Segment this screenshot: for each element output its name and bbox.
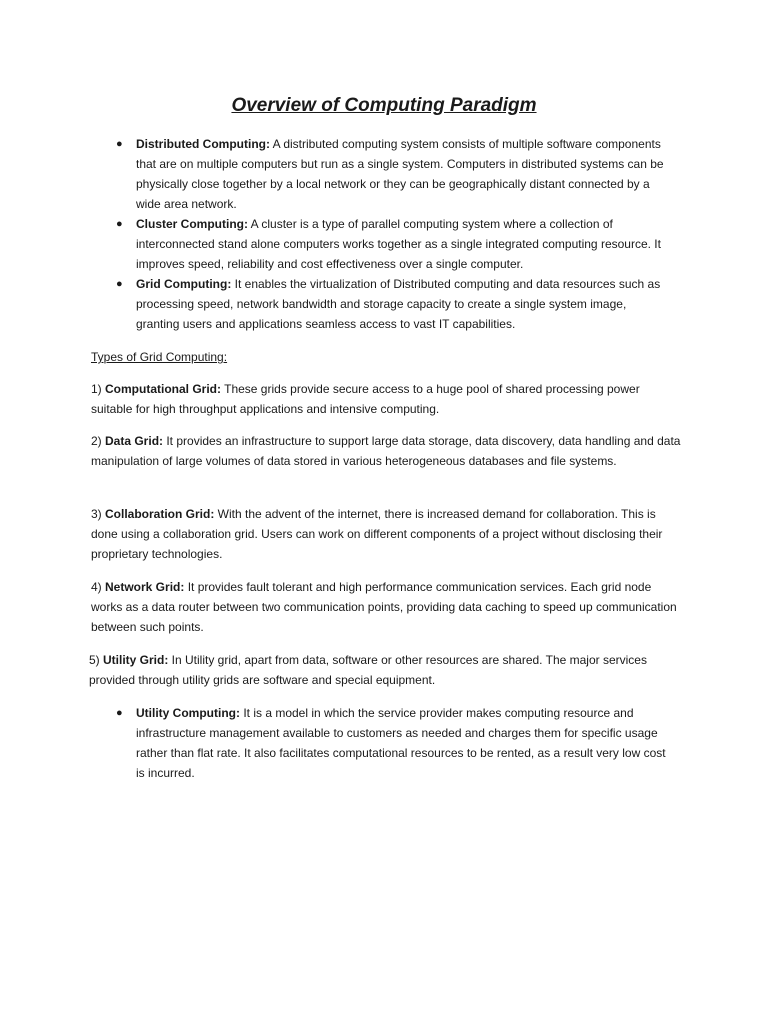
term-label: Cluster Computing: (136, 217, 248, 231)
term-description: It provides an infrastructure to support large data storage, data discovery, data handling and data manipulation of large volumes of data stored in various heterogeneous databases and file systems. (91, 434, 681, 468)
list-item-grid-computing (116, 274, 672, 334)
paragraph-computational-grid (91, 379, 681, 419)
item-number: 2) (91, 434, 102, 448)
list-item-cluster-computing (116, 214, 672, 274)
page-title: Overview of Computing Paradigm (231, 95, 537, 116)
bullet-icon: ● (116, 218, 123, 230)
list-item-distributed-computing (116, 134, 672, 214)
list-item-utility-computing (116, 703, 672, 783)
item-number: 1) (91, 382, 102, 396)
paragraph-data-grid (91, 431, 681, 471)
bullet-icon: ● (116, 278, 123, 290)
item-number: 5) (89, 653, 100, 667)
term-description: These grids provide secure access to a huge pool of shared processing power suitable for high throughput applications and intensive computing. (91, 382, 640, 416)
bullet-icon: ● (116, 707, 123, 719)
paragraph-utility-grid (89, 650, 679, 690)
bullet-icon: ● (116, 138, 123, 150)
term-description: A cluster is a type of parallel computing system where a collection of interconnected stand alone computers works together as a single integrated computing resource. It improves speed, reliability and cost effectiveness over a single computer. (136, 217, 661, 271)
paragraph-collaboration-grid (91, 504, 681, 564)
term-description: It provides fault tolerant and high performance communication services. Each grid node works as a data router between two communication points, providing data caching to speed up communication between such points. (91, 580, 677, 634)
term-label: Distributed Computing: (136, 137, 270, 151)
paragraph-network-grid (91, 577, 681, 637)
item-number: 4) (91, 580, 102, 594)
term-label: Utility Grid: (99, 653, 169, 667)
section-heading-grid-types: Types of Grid Computing: (91, 350, 228, 364)
term-description: It is a model in which the service provider makes computing resource and infrastructure management available to customers as needed and charges them for specific usage rather than flat rate. It also facilitates computational resources to be rented, as a result very low cost is incurred. (136, 706, 666, 780)
term-description: With the advent of the internet, there is increased demand for collaboration. This is done using a collaboration grid. Users can work on different components of a project without disclosing their proprietary technologies. (91, 507, 663, 561)
term-description: In Utility grid, apart from data, software or other resources are shared. The major services provided through utility grids are software and special equipment. (89, 653, 647, 687)
term-label: Computational Grid: (101, 382, 221, 396)
term-description: It enables the virtualization of Distributed computing and data resources such as processing speed, network bandwidth and storage capacity to create a single system image, granting users and applications seamless access to vast IT capabilities. (136, 277, 661, 331)
paradigm-list (116, 134, 672, 334)
item-number: 3) (91, 507, 102, 521)
utility-list (116, 703, 672, 783)
term-label: Grid Computing: (136, 277, 232, 291)
term-label: Network Grid: (101, 580, 185, 594)
term-label: Collaboration Grid: (101, 507, 215, 521)
term-label: Utility Computing: (136, 706, 240, 720)
term-description: A distributed computing system consists of multiple software components that are on multiple computers but run as a single system. Computers in distributed systems can be physically close together by a local network or they can be geographically distant connected by a wide area network. (136, 137, 664, 211)
term-label: Data Grid: (101, 434, 164, 448)
